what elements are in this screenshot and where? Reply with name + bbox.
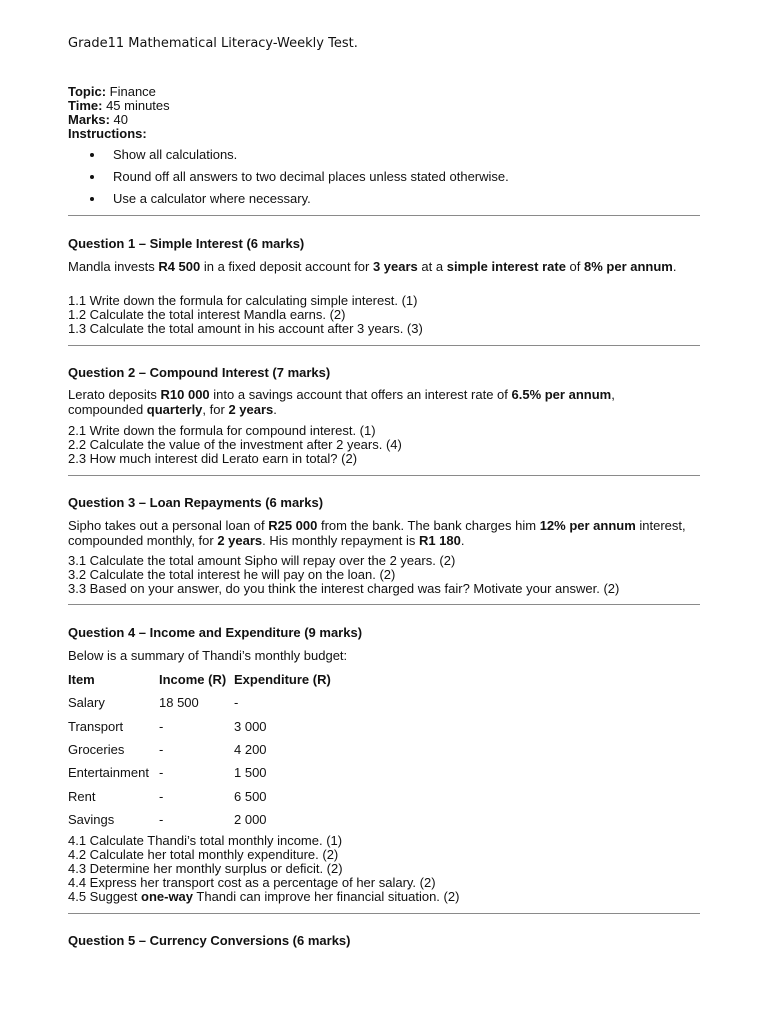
column-header: Expenditure (R) (234, 672, 331, 688)
document-title: Grade11 Mathematical Literacy-Weekly Test. (68, 36, 358, 51)
subquestion: 1.1 Write down the formula for calculating simple interest. (1) (68, 293, 418, 308)
table-cell: 6 500 (234, 788, 267, 804)
question-3-subquestions (68, 554, 619, 596)
table-row (68, 691, 354, 714)
table-cell: - (159, 811, 164, 827)
table-row (68, 738, 354, 761)
list-item: Round off all answers to two decimal places unless stated otherwise. (68, 170, 509, 192)
question-5-heading: Question 5 – Currency Conversions (6 marks) (68, 933, 351, 948)
table-cell: - (159, 742, 164, 758)
subquestion: 1.2 Calculate the total interest Mandla earns. (2) (68, 307, 346, 322)
table-cell: Rent (68, 788, 96, 804)
table-cell: Groceries (68, 742, 125, 758)
column-header: Income (R) (159, 672, 227, 688)
subquestion: 3.2 Calculate the total interest he will pay on the loan. (2) (68, 567, 396, 582)
list-item: Use a calculator where necessary. (68, 192, 509, 214)
question-3-heading: Question 3 – Loan Repayments (6 marks) (68, 495, 324, 510)
question-2-subquestions (68, 424, 402, 466)
table-row (68, 761, 354, 784)
table-cell: Savings (68, 811, 115, 827)
table-cell: Salary (68, 695, 105, 711)
subquestion: 1.3 Calculate the total amount in his account after 3 years. (3) (68, 321, 423, 336)
divider (68, 215, 700, 216)
divider (68, 475, 700, 476)
time-line: Time: 45 minutes (68, 98, 170, 113)
subquestion: 3.3 Based on your answer, do you think the interest charged was fair? Motivate your answer. (2) (68, 581, 620, 596)
table-cell: 3 000 (234, 718, 267, 734)
table-cell: - (159, 718, 164, 734)
subquestion: 4.1 Calculate Thandi’s total monthly income. (1) (68, 833, 343, 848)
table-cell: 4 200 (234, 742, 267, 758)
table-cell: 1 500 (234, 765, 267, 781)
divider (68, 604, 700, 605)
question-2-heading: Question 2 – Compound Interest (7 marks) (68, 365, 331, 380)
question-4-subquestions (68, 834, 459, 904)
question-4-heading: Question 4 – Income and Expenditure (9 marks) (68, 625, 363, 640)
subquestion: 3.1 Calculate the total amount Sipho will repay over the 2 years. (2) (68, 553, 456, 568)
budget-table (68, 668, 354, 831)
marks-line: Marks: 40 (68, 112, 129, 127)
question-4-intro: Below is a summary of Thandi’s monthly budget: (68, 648, 348, 663)
subquestion: 4.3 Determine her monthly surplus or deficit. (2) (68, 861, 343, 876)
subquestion: 4.5 Suggest one-way Thandi can improve her financial situation. (2) (68, 889, 460, 904)
question-2-text: Lerato deposits R10 000 into a savings account that offers an interest rate of 6.5% per annum, compounded quarterly, for 2 years. (68, 387, 615, 417)
subquestion: 2.3 How much interest did Lerato earn in total? (2) (68, 451, 358, 466)
question-1-subquestions (68, 294, 423, 336)
subquestion: 2.1 Write down the formula for compound interest. (1) (68, 423, 376, 438)
instructions-label: Instructions: (68, 126, 147, 141)
table-cell: Entertainment (68, 765, 149, 781)
table-cell: - (234, 695, 239, 711)
table-cell: - (159, 788, 164, 804)
table-row (68, 715, 354, 738)
instructions-list (68, 148, 509, 214)
table-header-row (68, 668, 354, 691)
column-header: Item (68, 672, 95, 688)
subquestion: 2.2 Calculate the value of the investment after 2 years. (4) (68, 437, 402, 452)
table-cell: Transport (68, 718, 124, 734)
table-cell: 18 500 (159, 695, 199, 711)
table-cell: - (159, 765, 164, 781)
table-cell: 2 000 (234, 811, 267, 827)
question-3-text: Sipho takes out a personal loan of R25 000 from the bank. The bank charges him 12% per annum interest, compounded monthly, for 2 years. His monthly repayment is R1 180. (68, 518, 686, 548)
table-row (68, 808, 354, 831)
subquestion: 4.2 Calculate her total monthly expenditure. (2) (68, 847, 339, 862)
divider (68, 345, 700, 346)
test-meta (68, 85, 170, 141)
question-1-heading: Question 1 – Simple Interest (6 marks) (68, 236, 305, 251)
subquestion: 4.4 Express her transport cost as a percentage of her salary. (2) (68, 875, 436, 890)
list-item: Show all calculations. (68, 148, 509, 170)
table-row (68, 784, 354, 807)
divider (68, 913, 700, 914)
topic-line: Topic: Finance (68, 84, 156, 99)
question-1-text: Mandla invests R4 500 in a fixed deposit account for 3 years at a simple interest rate of 8% per annum. (68, 259, 677, 274)
